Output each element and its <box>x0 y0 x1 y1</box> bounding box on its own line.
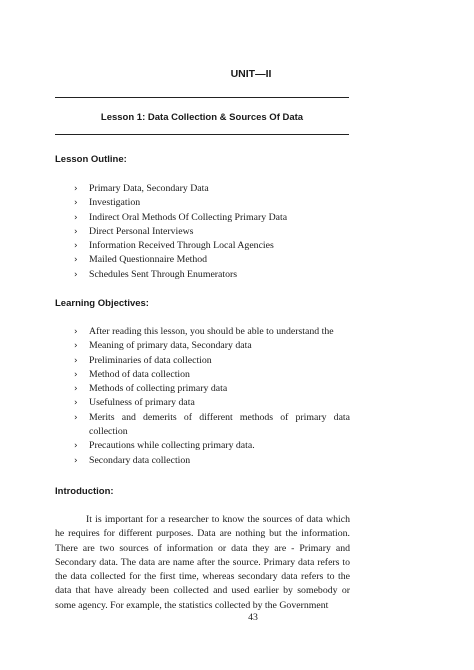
list-item: › Primary Data, Secondary Data <box>74 182 350 196</box>
introduction-heading: Introduction: <box>55 486 114 497</box>
chevron-right-icon: › <box>74 341 78 352</box>
bottom-rule <box>55 134 349 135</box>
lesson-outline-heading: Lesson Outline: <box>55 154 127 165</box>
chevron-right-icon: › <box>74 327 78 337</box>
list-item: › Methods of collecting primary data <box>74 382 350 396</box>
chevron-right-icon: › <box>74 398 78 409</box>
list-item: › Investigation <box>74 196 350 210</box>
chevron-right-icon: › <box>74 255 78 266</box>
lesson-outline-list <box>74 182 350 282</box>
introduction-paragraph: It is important for a researcher to know the sources of data which he requires for different purposes. Data are nothing but the information. There are two sources of information or data they are - Primary and Secondary data. The data are name after the source. Primary data refers to the data collected for the first time, whereas secondary data refers to the data that have already been collected and used earlier by somebody or some agency. For example, the statistics collected by the Government <box>55 514 350 611</box>
introduction-body <box>55 513 350 613</box>
chevron-right-icon: › <box>74 241 78 252</box>
chevron-right-icon: › <box>74 412 78 423</box>
chevron-right-icon: › <box>74 198 78 209</box>
list-item: › Direct Personal Interviews <box>74 225 350 239</box>
chevron-right-icon: › <box>74 384 78 395</box>
list-item: › Indirect Oral Methods Of Collecting Primary Data <box>74 211 350 225</box>
chevron-right-icon: › <box>74 455 78 466</box>
list-item: › Preliminaries of data collection <box>74 354 350 368</box>
chevron-right-icon: › <box>74 441 78 452</box>
list-item: › Merits and demerits of different methods of primary data collection <box>74 411 350 438</box>
learning-objectives-heading: Learning Objectives: <box>55 298 149 309</box>
list-item: › Schedules Sent Through Enumerators <box>74 268 350 282</box>
list-item: › Mailed Questionnaire Method <box>74 253 350 267</box>
list-item: › Secondary data collection <box>74 454 350 468</box>
list-item: › Meaning of primary data, Secondary data <box>74 339 350 353</box>
chevron-right-icon: › <box>74 369 78 380</box>
unit-title: UNIT—II <box>230 68 272 80</box>
chevron-right-icon: › <box>74 355 78 366</box>
list-item: › Usefulness of primary data <box>74 396 350 410</box>
top-rule <box>55 97 349 98</box>
chevron-right-icon: › <box>74 269 78 280</box>
lesson-title: Lesson 1: Data Collection & Sources Of Data <box>100 112 304 123</box>
list-item: › Information Received Through Local Agencies <box>74 239 350 253</box>
list-item: › Method of data collection <box>74 368 350 382</box>
list-item: › After reading this lesson, you should be able to understand the <box>74 325 350 339</box>
page-number: 43 <box>248 612 258 623</box>
chevron-right-icon: › <box>74 226 78 237</box>
learning-objectives-list <box>74 325 350 468</box>
chevron-right-icon: › <box>74 184 78 194</box>
list-item: › Precautions while collecting primary data. <box>74 439 350 453</box>
chevron-right-icon: › <box>74 212 78 223</box>
